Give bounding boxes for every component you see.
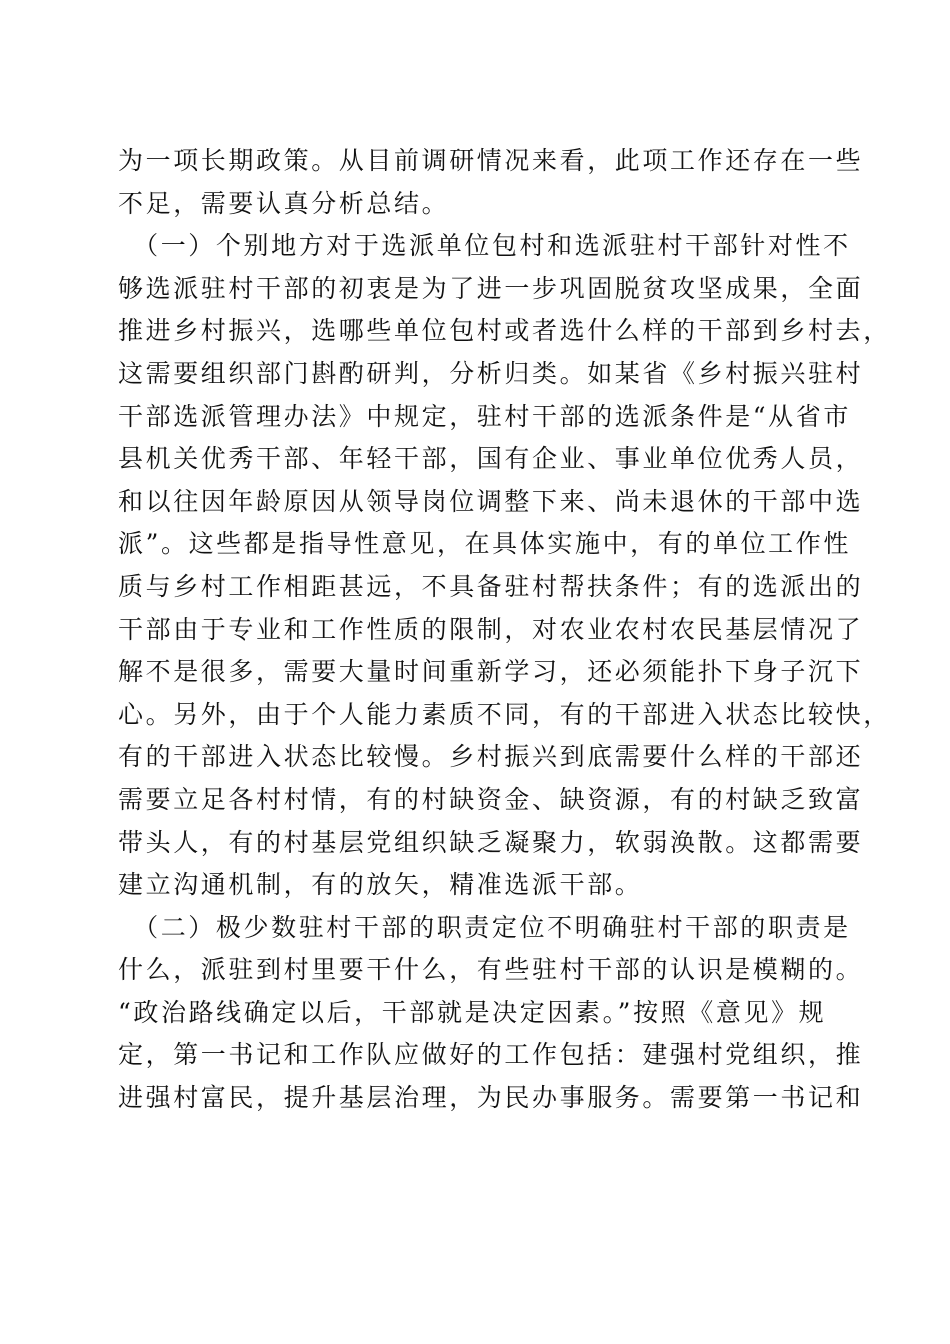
text-line: 够选派驻村干部的初衷是为了进一步巩固脱贫攻坚成果，全面 xyxy=(118,273,864,303)
text-line: 解不是很多，需要大量时间重新学习，还必须能扑下身子沉下 xyxy=(118,657,864,687)
section-heading-line: （二）极少数驻村干部的职责定位不明确驻村干部的职责是 xyxy=(118,912,851,942)
text-line: 定，第一书记和工作队应做好的工作包括：建强村党组织，推 xyxy=(118,1040,864,1070)
text-line: “政治路线确定以后，干部就是决定因素。”按照《意见》规 xyxy=(118,997,827,1027)
text-line: 有的干部进入状态比较慢。乡村振兴到底需要什么样的干部还 xyxy=(118,742,864,772)
text-line: 带头人，有的村基层党组织缺乏凝聚力，软弱涣散。这都需要 xyxy=(118,827,864,857)
text-line: 和以往因年龄原因从领导岗位调整下来、尚未退休的干部中选 xyxy=(118,486,864,516)
text-line: 心。另外，由于个人能力素质不同，有的干部进入状态比较快， xyxy=(118,699,891,729)
section-heading-line: （一）个别地方对于选派单位包村和选派驻村干部针对性不 xyxy=(118,231,851,261)
text-line: 需要立足各村村情，有的村缺资金、缺资源，有的村缺乏致富 xyxy=(118,784,864,814)
text-line: 派”。这些都是指导性意见，在具体实施中，有的单位工作性 xyxy=(118,529,851,559)
text-line: 推进乡村振兴，选哪些单位包村或者选什么样的干部到乡村去， xyxy=(118,316,891,346)
text-line: 为一项长期政策。从目前调研情况来看，此项工作还存在一些 xyxy=(118,146,864,175)
text-line: 质与乡村工作相距甚远，不具备驻村帮扶条件；有的选派出的 xyxy=(118,571,864,601)
text-line: 这需要组织部门斟酌研判，分析归类。如某省《乡村振兴驻村 xyxy=(118,358,864,388)
text-line: 干部选派管理办法》中规定，驻村干部的选派条件是“从省市 xyxy=(118,401,851,431)
text-line: 县机关优秀干部、年轻干部，国有企业、事业单位优秀人员， xyxy=(118,444,864,474)
text-line: 什么，派驻到村里要干什么，有些驻村干部的认识是模糊的。 xyxy=(118,955,864,985)
text-line: 不足，需要认真分析总结。 xyxy=(118,188,450,218)
text-line: 建立沟通机制，有的放矢，精准选派干部。 xyxy=(118,870,643,900)
document-page xyxy=(118,140,891,1120)
text-line: 进强村富民，提升基层治理，为民办事服务。需要第一书记和 xyxy=(118,1083,864,1113)
text-line: 干部由于专业和工作性质的限制，对农业农村农民基层情况了 xyxy=(118,614,864,644)
